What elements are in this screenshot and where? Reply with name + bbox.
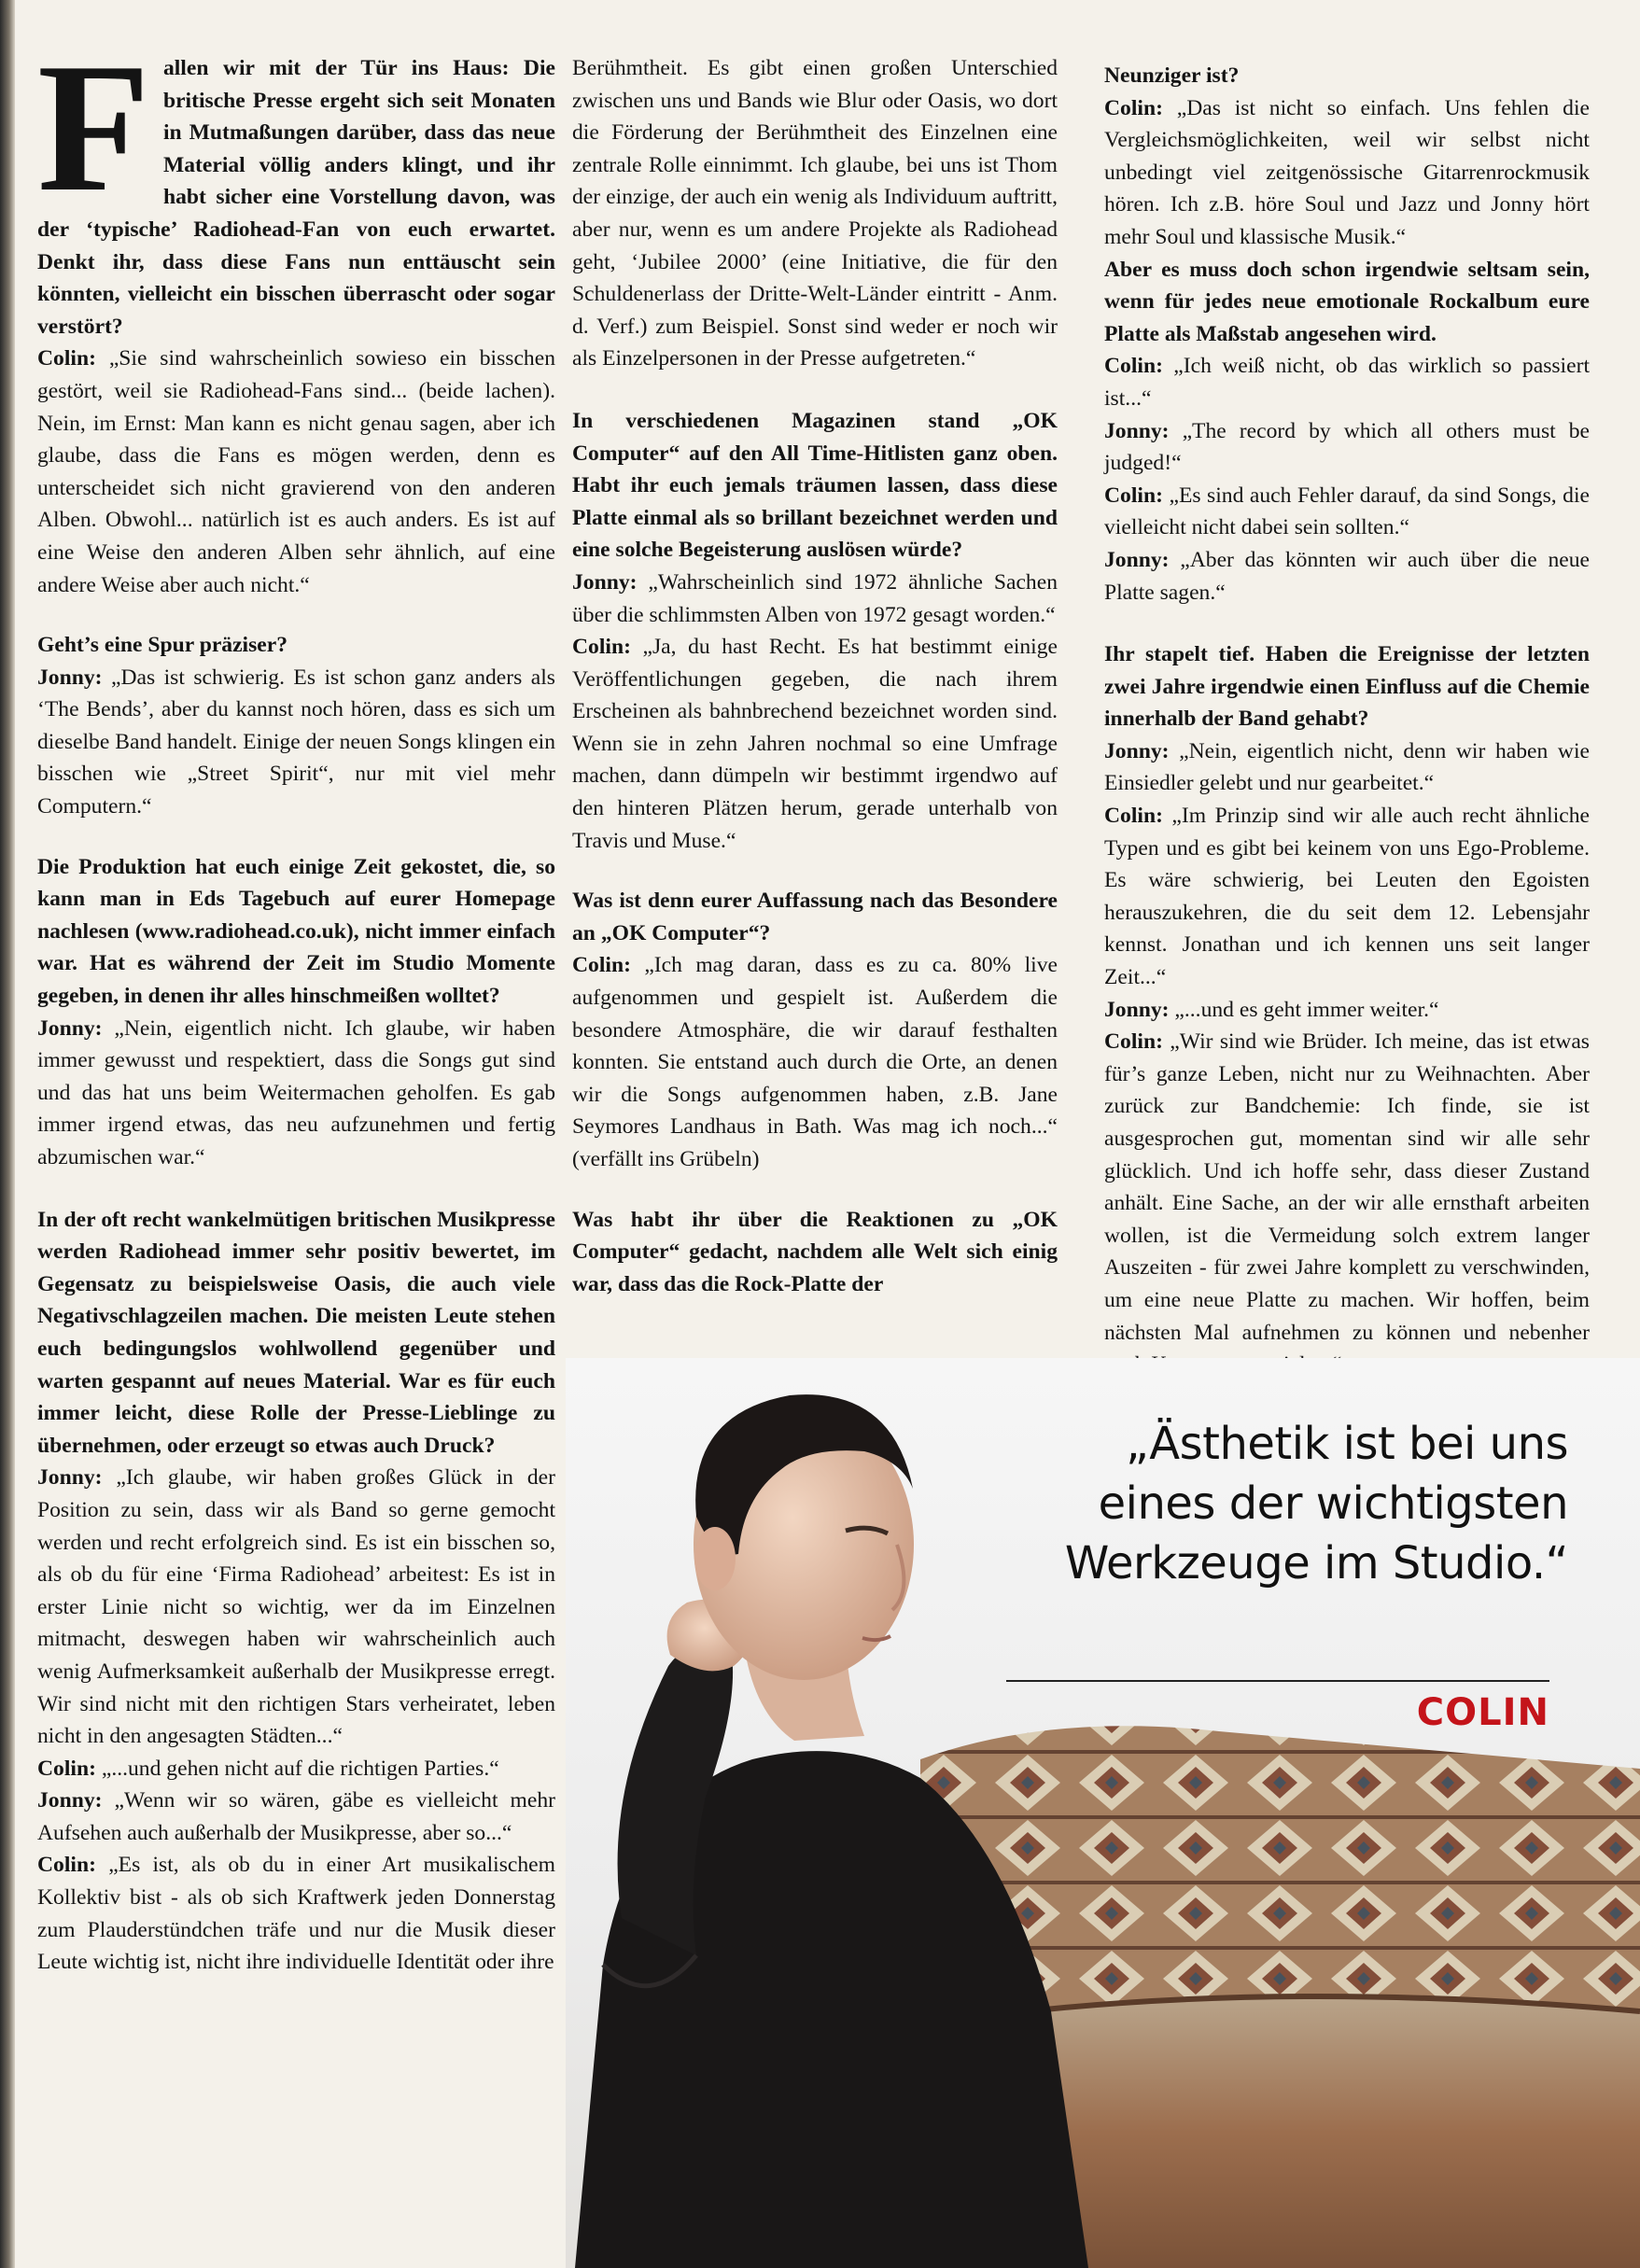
question-paragraph: Ihr stapelt tief. Haben die Ereignisse der letzten zwei Jahre irgendwie einen Einfluss auf die Chemie innerhalb der Band gehabt? [1104,642,1590,732]
question-paragraph: Neunziger ist? [1104,63,1240,88]
answer-paragraph: Colin: „Das ist nicht so einfach. Uns fehlen die Vergleichsmöglichkeiten, weil wir selbst nicht unbedingt viel zeitgenössische Gitarrenrockmusik hören. Ich z.B. höre Soul und Jazz und Jonny hört mehr Soul und klassische Musik.“ [1104,95,1590,249]
answer-paragraph: Colin: „Ja, du hast Recht. Es hat bestimmt einige Veröffentlichungen gegeben, die nach ihrem Erscheinen als bahnbrechend bezeichnet worden sind. Wenn sie in zehn Jahren nochmal so eine Umfrage machen, dann dümpeln wir bestimmt irgendwo auf den hinteren Plätzen herum, gerade unterhalb von Travis und Muse.“ [572,635,1058,853]
answer-paragraph: Colin: „Ich weiß nicht, ob das wirklich so passiert ist...“ [1104,354,1591,411]
pull-quote-divider [1006,1680,1549,1682]
answer-paragraph: Berühmtheit. Es gibt einen großen Unterschied zwischen uns und Bands wie Blur oder Oasis, wo dort die Förderung der Berühmtheit des Einzelnen eine zentrale Rolle einnimmt. Ich glaube, bei uns ist Thom der einzige, der auch ein wenig als Individuum auftritt, aber nur, wenn es um andere Projekte als Radiohead geht, ‘Jubilee 2000’ (eine Initiative, die für den Schuldenerlass der Dritte-Welt-Länder eintritt - Anm. d. Verf.) zum Beispiel. Sonst sind weder er noch wir als Einzelpersonen in der Presse aufgetreten.“ [572,56,1058,371]
answer-paragraph: Colin: „Sie sind wahrscheinlich sowieso ein bisschen gestört, weil sie Radiohead-Fans sind... (beide lachen). Nein, im Ernst: Man kann es nicht genau sagen, aber ich glaube, dass die Fans es mögen werden, denn es unterscheidet sich nicht gravierend von den anderen Alben. Obwohl... natürlich ist es auch anders. Es ist auf eine Weise den anderen Alben sehr ähnlich, auf eine andere Weise aber auch nicht.“ [37,346,555,597]
answer-paragraph: Jonny: „Wahrscheinlich sind 1972 ähnliche Sachen über die schlimmsten Alben von 1972 gesagt worden.“ [572,569,1058,627]
answer-paragraph: Colin: „...und gehen nicht auf die richtigen Parties.“ [37,1756,499,1781]
question-paragraph: In der oft recht wankelmütigen britischen Musikpresse werden Radiohead immer sehr positiv bewertet, im Gegensatz zu beispielsweise Oasis, die auch viele Negativschlagzeilen machen. Die meisten Leute stehen euch bedingungslos wohlwollend gegenüber und warten gespannt auf neues Material. War es für euch immer leicht, diese Rolle der Presse-Lieblinge zu übernehmen, oder erzeugt so etwas auch Druck? [37,1207,555,1458]
answer-paragraph: Colin: „Ich mag daran, dass es zu ca. 80% live aufgenommen und gespielt ist. Außerdem die besondere Atmosphäre, die wir darauf festhalten konnten. Sie entstand auch durch die Orte, an denen wir die Songs aufgenommen haben, z.B. Jane Seymores Landhaus in Bath. Was mag ich noch...“ (verfällt ins Grübeln) [572,953,1058,1171]
answer-paragraph: Colin: „Wir sind wie Brüder. Ich meine, das ist etwas für’s ganze Leben, nicht nur zu Weihnachten. Aber zurück zur Bandchemie: Ich finde, sie ist ausgesprochen gut, momentan sind wir alle sehr glücklich. Und ich hoffe sehr, dass dieser Zustand anhält. Eine Sache, an der wir alle ernsthaft arbeiten wollen, ist die Vermeidung solch extrem langer Auszeiten - für zwei Jahre komplett zu verschwinden, um eine neue Platte zu machen. Wir hoffen, beim nächsten Mal aufnehmen zu können und nebenher [1104,1029,1590,1345]
answer-paragraph: Colin: „Es sind auch Fehler darauf, da sind Songs, die vielleicht nicht dabei sein sollten.“ [1104,483,1591,540]
article-column-3 [1104,60,1590,1381]
intro-question: Fallen wir mit der Tür ins Haus: Die britische Presse ergeht sich seit Monaten in Mutmaßungen darüber, dass das neue Material völlig anders klingt, und ihr habt sicher eine Vorstellung davon, was der ‘typische’ Radiohead-Fan von euch erwartet. Denkt ihr, dass diese Fans nun enttäuscht sein könnten, vielleicht ein bisschen überrascht oder sogar verstört? [37,25,555,339]
article-column-1 [37,25,556,1979]
article-column-2 [572,52,1058,1300]
pull-quote [1008,1414,1568,1593]
answer-paragraph: Colin: „Es ist, als ob du in einer Art musikalischem Kollektiv bist - als ob sich Kraftwerk jeden Donnerstag zum Plauderstündchen träfe und nur die Musik dieser Leute wichtig ist, nicht ihre individuelle Identität oder ihre [37,1853,555,1975]
question-paragraph: Geht’s eine Spur präziser? [37,633,288,658]
question-paragraph: Die Produktion hat euch einige Zeit gekostet, die, so kann man in Eds Tagebuch auf eurer Homepage nachlesen (www.radiohead.co.uk), nicht immer einfach war. Hat es während der Zeit im Studio Momente gegeben, in denen ihr alles hinschmeißen wolltet? [37,854,555,1009]
pull-quote-line: eines der wichtigsten [1098,1477,1568,1530]
answer-paragraph: Jonny: „The record by which all others must be judged!“ [1104,418,1590,476]
answer-paragraph: Jonny: „Ich glaube, wir haben großes Glück in der Position zu sein, dass wir als Band so gerne gemocht werden und recht erfolgreich sind. Es ist ein bisschen so, als ob du für eine ‘Firma Radiohead’ arbeitest: Es ist in erster Linie nicht so wichtig, wer da im Einzelnen mitmacht, deswegen haben wir wahrscheinlich auch wenig Aufmerksamkeit außerhalb der Musikpresse erregt. Wir sind nicht mit den richtigen Stars verheiratet, leben nicht in den angesagten Städten...“ [37,1465,556,1749]
answer-paragraph: Colin: „Im Prinzip sind wir alle auch recht ähnliche Typen und es gibt bei keinem von uns Ego-Probleme. Es wäre schwierig, bei Leuten den Egoisten herauszukehren, die du seit dem 12. Lebensjahr kennst. Jonathan und ich kennen uns seit langer Zeit...“ [1104,804,1590,990]
page-spine-shadow [0,0,15,2268]
pull-quote-line: „Ästhetik ist bei uns [1126,1418,1568,1470]
pull-quote-line: Werkzeuge im Studio.“ [1064,1537,1568,1589]
answer-paragraph: Jonny: „Aber das könnten wir auch über die neue Platte sagen.“ [1104,547,1590,605]
question-paragraph: Was habt ihr über die Reaktionen zu „OK Computer“ gedacht, nachdem alle Welt sich einig war, dass das die Rock-Platte der [572,1207,1058,1296]
answer-paragraph: Jonny: „Nein, eigentlich nicht. Ich glaube, wir haben immer gewusst und respektiert, dass die Songs gut sind und das hat uns beim Weitermachen geholfen. Es gab immer irgend etwas, das neu aufzunehmen und fertig abzumischen war.“ [37,1015,555,1169]
answer-paragraph: Jonny: „Nein, eigentlich nicht, denn wir haben wie Einsiedler gelebt und nur gearbeitet.“ [1104,738,1590,796]
pull-quote-attribution: COLIN [1416,1691,1549,1734]
answer-paragraph: Jonny: „...und es geht immer weiter.“ [1104,997,1439,1022]
question-paragraph: Was ist denn eurer Auffassung nach das Besondere an „OK Computer“? [572,889,1058,945]
question-paragraph: In verschiedenen Magazinen stand „OK Computer“ auf den All Time-Hitlisten ganz oben. Habt ihr euch jemals träumen lassen, dass diese Platte einmal als so brillant bezeichnet werden und eine solche Begeisterung auslösen würde? [572,408,1058,563]
question-paragraph: Aber es muss doch schon irgendwie seltsam sein, wenn für jedes neue emotionale Rockalbum eure Platte als Maßstab angesehen wird. [1104,257,1590,346]
answer-paragraph: Jonny: „Wenn wir so wären, gäbe es vielleicht mehr Aufsehen auch außerhalb der Musikpresse, aber so...“ [37,1788,556,1845]
answer-paragraph: Jonny: „Das ist schwierig. Es ist schon ganz anders als ‘The Bends’, aber du kannst noch hören, dass es sich um dieselbe Band handelt. Einige der neuen Songs klingen ein bisschen wie „Street Spirit“, nur mit viel mehr Computern.“ [37,665,555,819]
drop-cap: F [37,25,150,230]
